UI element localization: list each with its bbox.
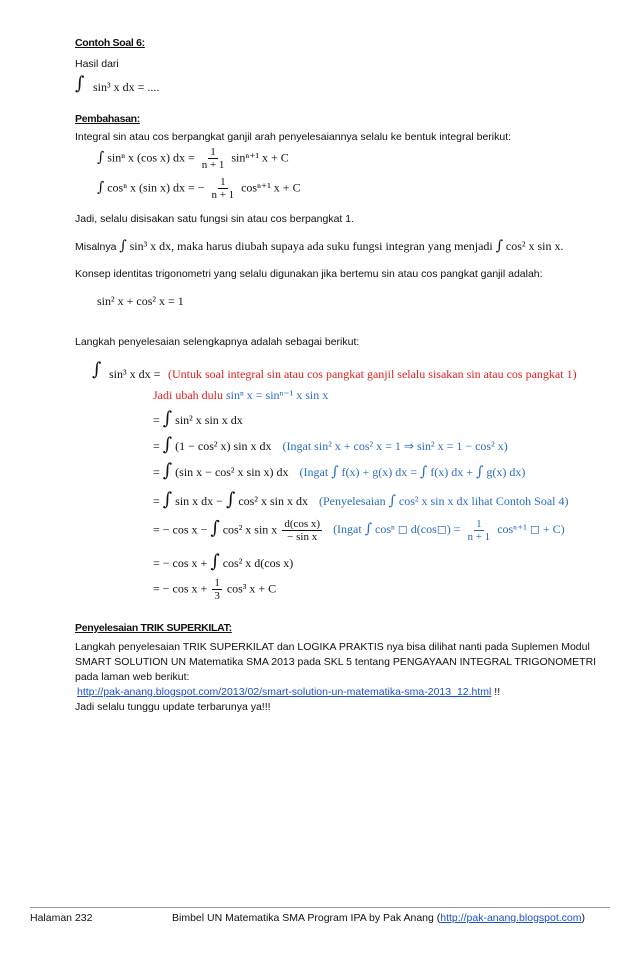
discussion-title: Pembahasan: (75, 113, 140, 125)
superkilat-line-4: Jadi selalu tunggu update terbarunya ya!!! (75, 701, 271, 713)
integral-icon: ∫ (162, 408, 173, 429)
step-4: = ∫ sin x dx − ∫ cos² x sin x dx (Penyelesaian ∫ cos² x sin x dx lihat Contoh Soal 4) (153, 489, 569, 510)
step-3: = ∫ (sin x − cos² x sin x) dx (Ingat ∫ f(x) + g(x) dx = ∫ f(x) dx + ∫ g(x) dx) (153, 460, 526, 481)
superkilat-link-line: http://pak-anang.blogspot.com/2013/02/smart-solution-un-matematika-sma-2013_12.html !! (77, 686, 501, 698)
step-6: = − cos x + ∫ cos² x d(cos x) (153, 551, 294, 572)
formula-cos: ∫ cosⁿ x (sin x) dx = − $\frac{1}{n + 1}$ cosⁿ⁺¹ x + C (97, 176, 301, 202)
step-2: = ∫ (1 − cos² x) sin x dx (Ingat sin² x + cos² x = 1 ⇒ sin² x = 1 − cos² x) (153, 434, 508, 455)
integral-icon: ∫ (119, 238, 127, 254)
paragraph-3: Konsep identitas trigonometri yang selalu digunakan jika bertemu sin atau cos pangkat ganjil adalah: (75, 268, 543, 280)
integral-icon: ∫ (97, 149, 105, 166)
integral-icon: ∫ (162, 489, 173, 510)
footer-text: Bimbel UN Matematika SMA Program IPA by Pak Anang (http://pak-anang.blogspot.com) (172, 912, 586, 924)
paragraph-1: Jadi, selalu disisakan satu fungsi sin atau cos berpangkat 1. (75, 213, 355, 225)
superkilat-title: Penyelesaian TRIK SUPERKILAT: (75, 622, 232, 634)
paragraph-2: Misalnya ∫ sin³ x dx, maka harus diubah supaya ada suku fungsi integran yang menjadi ∫ cos² x sin x. (75, 238, 564, 254)
integral-icon: ∫ (97, 179, 105, 196)
integral-icon: ∫ (75, 73, 85, 94)
superkilat-line-1: Langkah penyelesaian TRIK SUPERKILAT dan LOGIKA PRAKTIS nya bisa dilihat nanti pada Suplemen Modul (75, 641, 590, 653)
step-0b: Jadi ubah dulu sinⁿ x = sinⁿ⁻¹ x sin x (153, 388, 329, 402)
superkilat-line-3: pada laman web berikut: (75, 671, 190, 683)
paragraph-4: Langkah penyelesaian selengkapnya adalah sebagai berikut: (75, 336, 360, 348)
integral-icon: ∫ (225, 489, 236, 510)
example-title: Contoh Soal 6: (75, 37, 145, 49)
step-7: = − cos x + $\frac{1}{3}$ cos³ x + C (153, 577, 277, 603)
identity-formula: sin² x + cos² x = 1 (97, 294, 184, 308)
step-0-lhs: sin³ x dx = (109, 367, 161, 381)
formula-sin: ∫ sinⁿ x (cos x) dx = $\frac{1}{n + 1}$ sinⁿ⁺¹ x + C (97, 146, 289, 172)
footer-page: Halaman 232 (30, 912, 93, 924)
integral-icon: ∫ (162, 460, 173, 481)
question-expr: sin³ x dx = .... (93, 80, 160, 94)
integral-icon: ∫ (495, 238, 503, 254)
step-5: = − cos x − ∫ cos² x sin x $\frac{\text{d(cos x)}}{\text{− sin x}}$ (Ingat ∫ cosⁿ ◻ d(cos◻) = $\frac{1}{n + 1}$ cosⁿ⁺¹ ◻ + C) (153, 517, 565, 544)
step-0-note: (Untuk soal integral sin atau cos pangkat ganjil selalu sisakan sin atau cos pangkat 1) (168, 367, 577, 381)
step-1: = ∫ sin² x sin x dx (153, 408, 243, 429)
footer-link[interactable]: http://pak-anang.blogspot.com (440, 912, 582, 924)
superkilat-line-2: SMART SOLUTION UN Matematika SMA 2013 pada SKL 5 tentang PENGAYAAN INTEGRAL TRIGONOMETRI (75, 656, 597, 668)
discussion-intro: Integral sin atau cos berpangkat ganjil arah penyelesaiannya selalu ke bentuk integral berikut: (75, 131, 512, 143)
integral-icon: ∫ (210, 551, 220, 572)
integral-icon: ∫ (162, 434, 173, 455)
integral-icon: ∫ (210, 517, 220, 539)
footer-divider (30, 907, 610, 908)
superkilat-link[interactable]: http://pak-anang.blogspot.com/2013/02/smart-solution-un-matematika-sma-2013_12.html (77, 686, 492, 698)
question-label: Hasil dari (75, 58, 119, 70)
integral-icon: ∫ (92, 359, 102, 380)
